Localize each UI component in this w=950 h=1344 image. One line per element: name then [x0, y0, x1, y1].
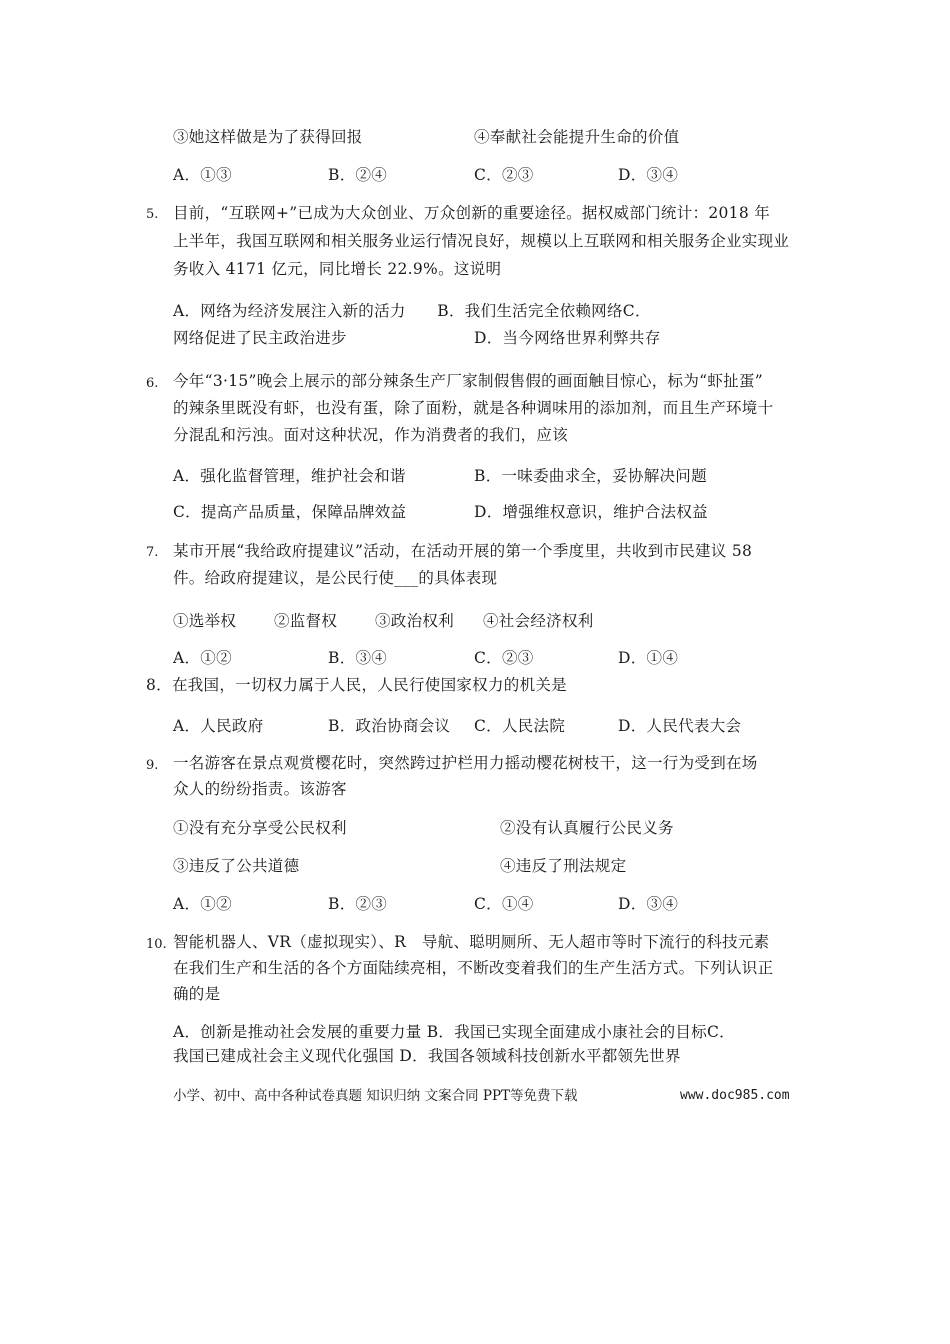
- q6-choice-c: C．提高产品质量，保障品牌效益: [173, 503, 407, 521]
- q7-stem-line-2: 件。给政府提建议，是公民行使___的具体表现: [173, 569, 498, 587]
- q6-stem-line-2: 的辣条里既没有虾，也没有蛋，除了面粉，就是各种调味用的添加剂，而且生产环境十: [173, 399, 774, 417]
- q8-choice-b: B．政治协商会议: [328, 717, 451, 735]
- q7-item-4: ④社会经济权利: [483, 612, 594, 630]
- q6-stem-line-3: 分混乱和污浊。面对这种状况，作为消费者的我们，应该: [173, 426, 569, 444]
- q9-stem-line-2: 众人的纷纷指责。该游客: [173, 780, 347, 798]
- q5-choices-line-1: A．网络为经济发展注入新的活力 B．我们生活完全依赖网络C．: [173, 302, 651, 320]
- q10-stem-line-1: 智能机器人、VR（虚拟现实）、R 导航、聪明厕所、无人超市等时下流行的科技元素: [173, 933, 770, 951]
- q5-stem-line-3: 务收入 4171 亿元，同比增长 22.9%。这说明: [173, 260, 502, 278]
- q6-choice-a: A．强化监督管理，维护社会和谐: [173, 467, 406, 485]
- q7-choice-a: A．①②: [173, 649, 232, 667]
- q4-choice-d: D．③④: [618, 166, 679, 184]
- q8-stem: 8．在我国，一切权力属于人民，人民行使国家权力的机关是: [146, 676, 567, 694]
- q4-choice-b: B．②④: [328, 166, 388, 184]
- q7-choice-b: B．③④: [328, 649, 388, 667]
- q9-item-2: ②没有认真履行公民义务: [500, 819, 674, 837]
- q7-stem-line-1: 某市开展“我给政府提建议”活动，在活动开展的第一个季度里，共收到市民建议 58: [173, 542, 753, 560]
- q7-item-2: ②监督权: [274, 612, 338, 630]
- q10-number: 10.: [146, 937, 167, 952]
- q9-choice-c: C．①④: [474, 895, 534, 913]
- q9-number: 9.: [146, 758, 159, 773]
- q4-choice-a: A．①③: [173, 166, 232, 184]
- q4-option-3: ③她这样做是为了获得回报: [173, 128, 363, 146]
- q9-item-3: ③违反了公共道德: [173, 857, 300, 875]
- q5-choice-c: 网络促进了民主政治进步: [173, 329, 347, 347]
- q7-number: 7.: [146, 545, 159, 560]
- q4-choice-c: C．②③: [474, 166, 534, 184]
- q10-choices-line-2: 我国已建成社会主义现代化强国 D．我国各领域科技创新水平都领先世界: [173, 1047, 681, 1065]
- q8-choice-a: A．人民政府: [173, 717, 264, 735]
- q6-stem-line-1: 今年“3·15”晚会上展示的部分辣条生产厂家制假售假的画面触目惊心，标为“虾扯蛋”: [173, 372, 764, 390]
- q9-stem-line-1: 一名游客在景点观赏樱花时，突然跨过护栏用力摇动樱花树枝干，这一行为受到在场: [173, 754, 758, 772]
- q8-choice-d: D．人民代表大会: [618, 717, 742, 735]
- q6-choice-b: B．一味委曲求全，妥协解决问题: [474, 467, 707, 485]
- q9-choice-d: D．③④: [618, 895, 679, 913]
- q7-item-3: ③政治权利: [375, 612, 455, 630]
- footer-text: 小学、初中、高中各种试卷真题 知识归纳 文案合同 PPT等免费下载: [173, 1088, 578, 1104]
- q5-stem-line-1: 目前，“互联网+”已成为大众创业、万众创新的重要途径。据权威部门统计：2018 年: [173, 204, 771, 222]
- q7-choice-d: D．①④: [618, 649, 679, 667]
- q10-stem-line-2: 在我们生产和生活的各个方面陆续亮相，不断改变着我们的生产生活方式。下列认识正: [173, 959, 774, 977]
- q5-stem-line-2: 上半年，我国互联网和相关服务业运行情况良好，规模以上互联网和相关服务企业实现业: [173, 232, 790, 250]
- q9-choice-a: A．①②: [173, 895, 232, 913]
- q4-option-4: ④奉献社会能提升生命的价值: [474, 128, 680, 146]
- q10-choices-line-1: A．创新是推动社会发展的重要力量 B．我国已实现全面建成小康社会的目标C．: [173, 1023, 735, 1041]
- q6-choice-d: D．增强维权意识，维护合法权益: [474, 503, 708, 521]
- q6-number: 6.: [146, 376, 159, 391]
- q5-number: 5.: [146, 207, 159, 222]
- q8-choice-c: C．人民法院: [474, 717, 566, 735]
- q7-choice-c: C．②③: [474, 649, 534, 667]
- q10-stem-line-3: 确的是: [173, 985, 221, 1003]
- footer-url[interactable]: www.doc985.com: [680, 1088, 790, 1103]
- q7-item-1: ①选举权: [173, 612, 237, 630]
- q9-item-4: ④违反了刑法规定: [500, 857, 627, 875]
- q9-choice-b: B．②③: [328, 895, 388, 913]
- q9-item-1: ①没有充分享受公民权利: [173, 819, 347, 837]
- q5-choice-d: D．当今网络世界利弊共存: [474, 329, 661, 347]
